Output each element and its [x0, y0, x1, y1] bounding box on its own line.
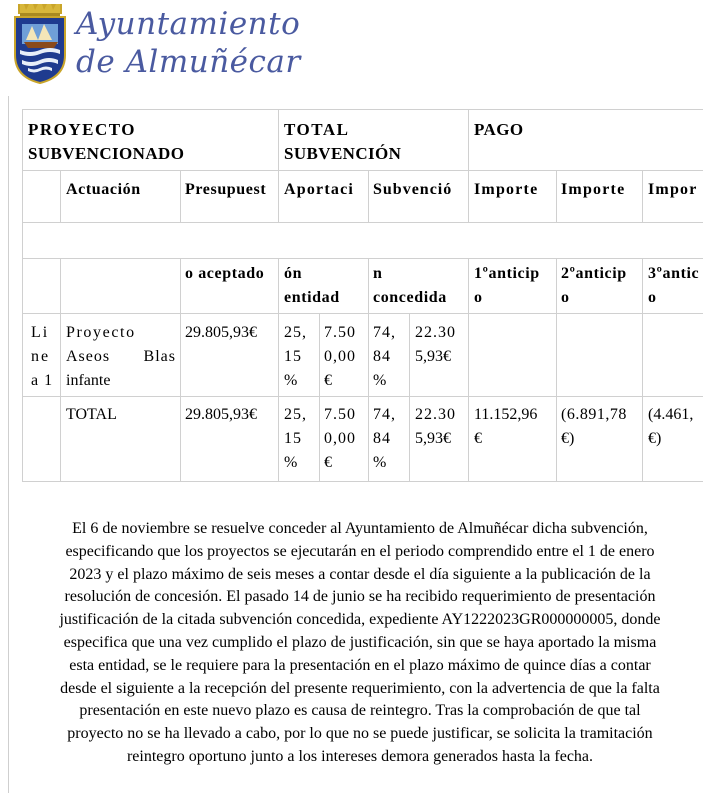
body-paragraph	[10, 518, 703, 769]
paragraph-line: 2023 y el plazo máximo de seis meses a contar desde el día siguiente a la publicación de la	[69, 565, 651, 583]
row1-subv-amt-2: 5,93€	[415, 348, 451, 365]
total-importe3-1: (4.461,	[648, 406, 694, 423]
col-presupuesto: Presupuest	[185, 181, 267, 198]
row1-aport-amt-1: 7.50	[324, 324, 356, 341]
col-actuacion: Actuación	[66, 181, 141, 198]
col-presupuesto-cont: o aceptado	[185, 265, 265, 282]
total-aport-pct-2: 15	[284, 430, 302, 447]
total-subv-pct-1: 74,	[373, 406, 396, 423]
header	[0, 0, 703, 92]
total-importe1-2: €	[474, 430, 482, 447]
header-proyecto-line1: PROYECTO	[28, 120, 137, 139]
header-total-line1: TOTAL	[284, 120, 350, 139]
row1-subv-pct-1: 74,	[373, 324, 396, 341]
col-importe-2-cont-1: 2ºanticip	[561, 265, 627, 282]
col-importe-1-cont-2: o	[474, 289, 483, 306]
paragraph-line: resolución de concesión. El pasado 14 de junio se ha recibido requerimiento de presentación	[64, 588, 656, 606]
total-importe1-1: 11.152,96	[474, 406, 538, 423]
total-subv-amt-1: 22.30	[415, 406, 456, 423]
total-aport-amt-1: 7.50	[324, 406, 356, 423]
row1-actuacion-1: Proyecto	[66, 324, 136, 341]
row1-actuacion-2: Aseos Blas	[66, 348, 176, 365]
header-title-line1: Ayuntamiento	[76, 6, 301, 42]
paragraph-line: proyecto no se ha llevado a cabo, por lo que no se puede justificar, se solicita la tramitación	[67, 725, 653, 743]
total-label: TOTAL	[66, 406, 117, 423]
total-importe2-1: (6.891,78	[561, 406, 627, 423]
total-aport-amt-3: €	[324, 454, 332, 471]
col-subvencion-cont-2: concedida	[373, 289, 447, 306]
header-proyecto-line2: SUBVENCIONADO	[28, 144, 185, 163]
col-importe-3-cont-1: 3ºantic	[648, 265, 700, 282]
total-subv-pct-2: 84	[373, 430, 391, 447]
total-presupuesto: 29.805,93€	[185, 406, 257, 423]
total-subv-pct-3: %	[373, 454, 387, 471]
col-aportacion-cont-1: ón	[284, 265, 303, 282]
row1-aport-pct-1: 25,	[284, 324, 307, 341]
col-subvencion-cont-1: n	[373, 265, 383, 282]
row1-linea-2: ne	[31, 348, 51, 365]
col-importe-3-cont-2: o	[648, 289, 657, 306]
col-importe-3: Impor	[648, 181, 698, 198]
paragraph-line: especificando que los proyectos se ejecutarán en el periodo comprendido entre el 1 de enero	[65, 542, 655, 560]
total-aport-pct-1: 25,	[284, 406, 307, 423]
row1-linea-3: a 1	[31, 372, 54, 389]
col-aportacion-cont-2: entidad	[284, 289, 340, 306]
page-margin-rule	[8, 96, 9, 793]
paragraph-line: especifica que una vez cumplido el plazo de justificación, sin que se haya aportado la misma	[63, 633, 657, 651]
row1-subv-amt-1: 22.30	[415, 324, 456, 341]
row1-aport-pct-3: %	[284, 372, 298, 389]
paragraph-line: desde el siguiente a la recepción del presente requerimiento, con la advertencia de que la falta	[60, 679, 660, 697]
row1-aport-pct-2: 15	[284, 348, 302, 365]
row1-aport-amt-2: 0,00	[324, 348, 356, 365]
header-pago: PAGO	[474, 120, 524, 139]
col-importe-2-cont-2: o	[561, 289, 570, 306]
total-importe3-2: €)	[648, 430, 662, 447]
paragraph-line: reintegro oportuno junto a los intereses demora generados hasta la fecha.	[126, 747, 594, 765]
paragraph-line: El 6 de noviembre se resuelve conceder al Ayuntamiento de Almuñécar dicha subvención,	[72, 520, 648, 537]
row1-subv-pct-2: 84	[373, 348, 391, 365]
col-importe-2: Importe	[561, 181, 626, 198]
total-aport-pct-3: %	[284, 454, 298, 471]
row1-subv-pct-3: %	[373, 372, 387, 389]
row1-aport-amt-3: €	[324, 372, 332, 389]
paragraph-line: esta entidad, se le requiere para la presentación en el plazo máximo de quince días a contar	[69, 656, 651, 674]
total-subv-amt-2: 5,93€	[415, 430, 451, 447]
paragraph-line: justificación de la citada subvención concedida, expediente AY1222023GR000000005, donde	[59, 611, 661, 629]
row1-actuacion-3: infante	[66, 372, 111, 389]
col-importe-1: Importe	[474, 181, 539, 198]
total-importe2-2: €)	[561, 430, 575, 447]
header-title-line2: de Almuñécar	[76, 44, 301, 80]
col-importe-1-cont-1: 1ºanticip	[474, 265, 540, 282]
paragraph-line: presentación en este nuevo plazo es causa de reintegro. Tras la comprobación de que tal	[79, 702, 641, 720]
coat-of-arms-icon	[12, 4, 68, 84]
col-aportacion: Aportaci	[284, 181, 355, 198]
total-aport-amt-2: 0,00	[324, 430, 356, 447]
header-total-line2: SUBVENCIÓN	[284, 144, 402, 163]
row1-linea-1: Li	[31, 324, 50, 341]
col-subvencion: Subvenció	[373, 181, 453, 198]
row1-presupuesto: 29.805,93€	[185, 324, 257, 341]
